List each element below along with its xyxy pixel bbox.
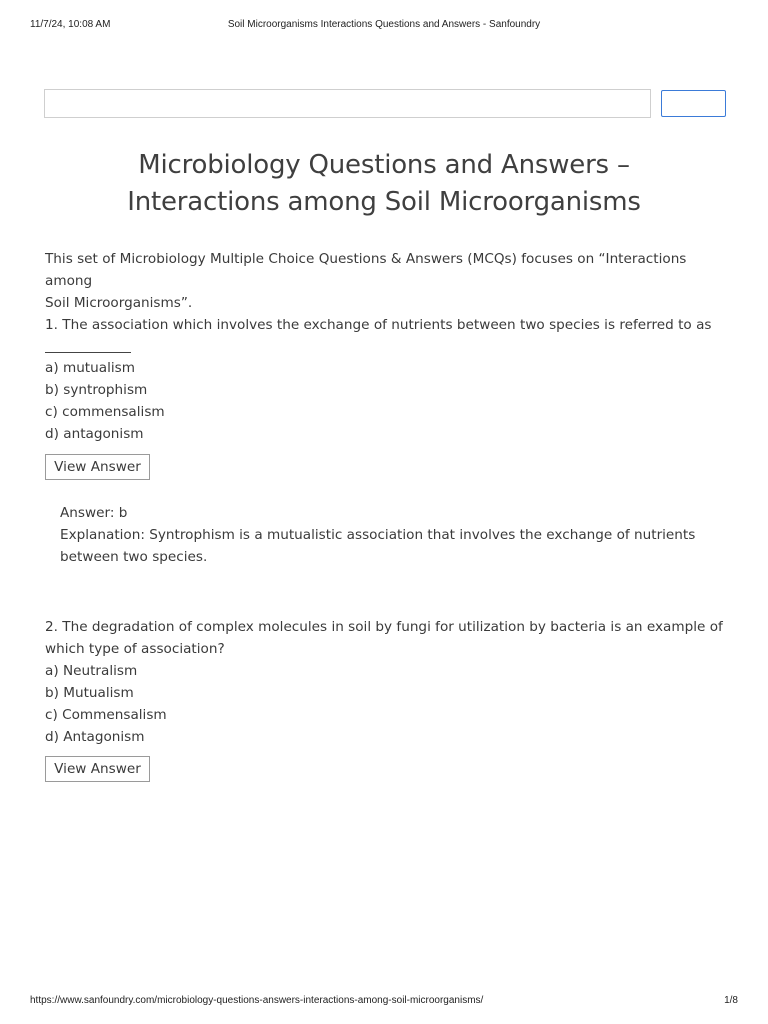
view-answer-button-2[interactable]: View Answer (45, 756, 150, 782)
print-header (0, 19, 768, 33)
page-title-line-2: Interactions among Soil Microorganisms (127, 187, 641, 217)
question-2 (45, 616, 735, 748)
page-title (40, 147, 728, 221)
question-2-options (45, 660, 735, 748)
question-2-line-1: 2. The degradation of complex molecules in soil by fungi for utilization by bacteria is an example of (45, 619, 723, 635)
print-page-number: 1/8 (724, 995, 738, 1006)
option-item: a) Neutralism (45, 663, 138, 679)
option-item: d) antagonism (45, 426, 144, 442)
option-item: b) syntrophism (45, 382, 148, 398)
option-item: a) mutualism (45, 360, 135, 376)
question-1-options (45, 357, 735, 445)
intro-line-1: This set of Microbiology Multiple Choice Questions & Answers (MCQs) focuses on “Interactions among (45, 251, 687, 289)
intro-paragraph (45, 248, 735, 314)
search-button[interactable] (661, 90, 726, 117)
explanation-line-1: Explanation: Syntrophism is a mutualistic association that involves the exchange of nutrients (60, 527, 696, 543)
option-item: c) Commensalism (45, 707, 167, 723)
option-item: d) Antagonism (45, 729, 145, 745)
intro-line-2: Soil Microorganisms”. (45, 295, 193, 311)
print-datetime: 11/7/24, 10:08 AM (30, 19, 111, 30)
option-item: b) Mutualism (45, 685, 134, 701)
search-input[interactable] (45, 90, 650, 117)
option-item: c) commensalism (45, 404, 165, 420)
search-bar[interactable] (44, 89, 651, 118)
answer-text: Answer: b (60, 505, 128, 521)
explanation-line-2: between two species. (60, 549, 208, 565)
answer-blank-line (45, 352, 131, 353)
print-footer (0, 995, 768, 1009)
question-1-text: 1. The association which involves the exchange of nutrients between two species is referred to as (45, 317, 712, 333)
question-2-line-2: which type of association? (45, 641, 225, 657)
print-url: https://www.sanfoundry.com/microbiology-questions-answers-interactions-among-soil-microorganisms/ (30, 995, 484, 1006)
view-answer-button-1[interactable]: View Answer (45, 454, 150, 480)
answer-block-1 (60, 502, 720, 568)
page-title-line-1: Microbiology Questions and Answers – (138, 150, 630, 180)
print-page-title: Soil Microorganisms Interactions Questions and Answers - Sanfoundry (227, 19, 541, 30)
